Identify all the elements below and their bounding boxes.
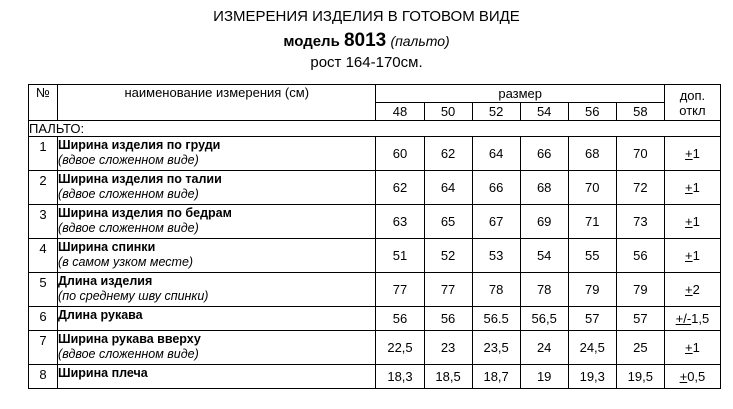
column-header-name: наименование измерения (см): [58, 85, 376, 121]
tolerance-header-line1: доп.: [679, 87, 706, 103]
tolerance-cell: [664, 365, 720, 389]
tolerance-sign: +: [685, 146, 693, 161]
row-number: 5: [29, 273, 58, 307]
tolerance-sign: +: [685, 248, 693, 263]
tolerance-cell: [664, 331, 720, 365]
measurement-name-cell: [58, 137, 376, 171]
row-number: 3: [29, 205, 58, 239]
section-label: ПАЛЬТО:: [29, 121, 721, 137]
measurement-value: 64: [424, 171, 472, 205]
measurement-value: 56: [616, 239, 664, 273]
measurement-name: Ширина плеча: [58, 366, 148, 380]
tolerance-cell: [664, 307, 720, 331]
model-type: (пальто): [390, 33, 450, 49]
measurement-value: 77: [376, 273, 424, 307]
tolerance-value: 0,5: [687, 369, 706, 384]
measurement-value: 72: [616, 171, 664, 205]
measurement-value: 70: [568, 171, 616, 205]
tolerance-header-line2: откл: [679, 102, 706, 118]
tolerance-cell: [664, 171, 720, 205]
size-header-58: 58: [616, 103, 664, 121]
size-header-54: 54: [520, 103, 568, 121]
tolerance-sign: +: [679, 369, 688, 384]
measurement-value: 18,5: [424, 365, 472, 389]
measurement-note: (вдвое сложенном виде): [58, 347, 199, 361]
table-row: [29, 365, 721, 389]
document-title: ИЗМЕРЕНИЯ ИЗДЕЛИЯ В ГОТОВОМ ВИДЕ: [213, 8, 520, 25]
size-header-52: 52: [472, 103, 520, 121]
measurement-value: 51: [376, 239, 424, 273]
tolerance-value: 1: [692, 340, 700, 355]
tolerance-value: 1: [692, 248, 700, 263]
row-number: 8: [29, 365, 58, 389]
tolerance-sign: +: [685, 180, 693, 195]
measurement-value: 60: [376, 137, 424, 171]
measurement-value: 67: [472, 205, 520, 239]
measurement-value: 57: [568, 307, 616, 331]
measurement-value: 54: [520, 239, 568, 273]
measurement-name-cell: [58, 205, 376, 239]
tolerance-sign: +: [685, 340, 693, 355]
measurement-value: 70: [616, 137, 664, 171]
measurement-value: 78: [472, 273, 520, 307]
measurement-value: 62: [424, 137, 472, 171]
measurement-name: Ширина изделия по бедрам: [58, 206, 232, 220]
row-number: 4: [29, 239, 58, 273]
tolerance-sign: +/-: [675, 311, 692, 326]
tolerance-value: 1: [692, 214, 700, 229]
measurement-name: Ширина спинки: [58, 240, 156, 254]
measurement-name-cell: [58, 171, 376, 205]
measurement-value: 56: [376, 307, 424, 331]
row-number: 2: [29, 171, 58, 205]
table-row: [29, 331, 721, 365]
measurement-value: 78: [520, 273, 568, 307]
tolerance-cell: [664, 239, 720, 273]
measurement-name-cell: [58, 365, 376, 389]
model-label: модель: [283, 33, 340, 50]
measurement-name-cell: [58, 239, 376, 273]
tolerance-cell: [664, 137, 720, 171]
table-row: [29, 137, 721, 171]
measurement-value: 56.5: [472, 307, 520, 331]
measurement-value: 77: [424, 273, 472, 307]
measurement-value: 65: [424, 205, 472, 239]
tolerance-value: 1,5: [691, 311, 710, 326]
row-number: 1: [29, 137, 58, 171]
height-range: рост 164-170см.: [310, 54, 423, 71]
measurement-name-cell: [58, 273, 376, 307]
measurement-value: 23: [424, 331, 472, 365]
measurement-value: 66: [520, 137, 568, 171]
size-header-56: 56: [568, 103, 616, 121]
measurement-value: 18,3: [376, 365, 424, 389]
row-number: 7: [29, 331, 58, 365]
measurement-value: 57: [616, 307, 664, 331]
measurement-value: 25: [616, 331, 664, 365]
measurement-value: 71: [568, 205, 616, 239]
measurement-value: 52: [424, 239, 472, 273]
measurements-table: [28, 84, 721, 389]
measurement-value: 19,3: [568, 365, 616, 389]
measurement-value: 66: [472, 171, 520, 205]
measurement-name: Ширина изделия по груди: [58, 138, 221, 152]
measurement-value: 24,5: [568, 331, 616, 365]
measurement-value: 19: [520, 365, 568, 389]
size-header-48: 48: [376, 103, 424, 121]
measurement-name: Длина рукава: [58, 308, 143, 322]
model-number: 8013: [343, 30, 387, 51]
table-row: [29, 239, 721, 273]
size-header-50: 50: [424, 103, 472, 121]
column-header-tolerance: [664, 85, 720, 121]
table-row: [29, 205, 721, 239]
tolerance-sign: +: [685, 214, 693, 229]
measurement-value: 18,7: [472, 365, 520, 389]
table-row: [29, 307, 721, 331]
tolerance-value: 2: [692, 282, 700, 297]
measurement-value: 68: [520, 171, 568, 205]
tolerance-cell: [664, 205, 720, 239]
measurement-note: (вдвое сложенном виде): [58, 221, 199, 235]
row-number: 6: [29, 307, 58, 331]
measurement-value: 73: [616, 205, 664, 239]
measurement-name: Ширина изделия по талии: [58, 172, 222, 186]
measurement-value: 56,5: [520, 307, 568, 331]
measurement-note: (в самом узком месте): [58, 255, 194, 269]
column-header-size: размер: [376, 85, 664, 103]
measurement-value: 64: [472, 137, 520, 171]
measurement-value: 19,5: [616, 365, 664, 389]
measurement-value: 24: [520, 331, 568, 365]
measurement-value: 69: [520, 205, 568, 239]
measurement-name-cell: [58, 307, 376, 331]
measurement-value: 68: [568, 137, 616, 171]
model-line: [0, 30, 733, 52]
measurement-value: 79: [616, 273, 664, 307]
measurement-name: Длина изделия: [58, 274, 153, 288]
table-row: [29, 273, 721, 307]
tolerance-sign: +: [685, 282, 693, 297]
measurement-value: 56: [424, 307, 472, 331]
measurement-name: Ширина рукава вверху: [58, 332, 201, 346]
measurement-note: (вдвое сложенном виде): [58, 187, 199, 201]
measurement-note: (вдвое сложенном виде): [58, 153, 199, 167]
column-header-number: №: [29, 85, 58, 121]
measurement-name-cell: [58, 331, 376, 365]
measurement-value: 23,5: [472, 331, 520, 365]
tolerance-value: 1: [692, 146, 700, 161]
measurement-value: 63: [376, 205, 424, 239]
measurement-value: 22,5: [376, 331, 424, 365]
measurement-value: 62: [376, 171, 424, 205]
tolerance-value: 1: [692, 180, 700, 195]
measurement-note: (по среднему шву спинки): [58, 289, 209, 303]
measurement-value: 55: [568, 239, 616, 273]
tolerance-cell: [664, 273, 720, 307]
measurement-value: 79: [568, 273, 616, 307]
measurement-value: 53: [472, 239, 520, 273]
table-row: [29, 171, 721, 205]
